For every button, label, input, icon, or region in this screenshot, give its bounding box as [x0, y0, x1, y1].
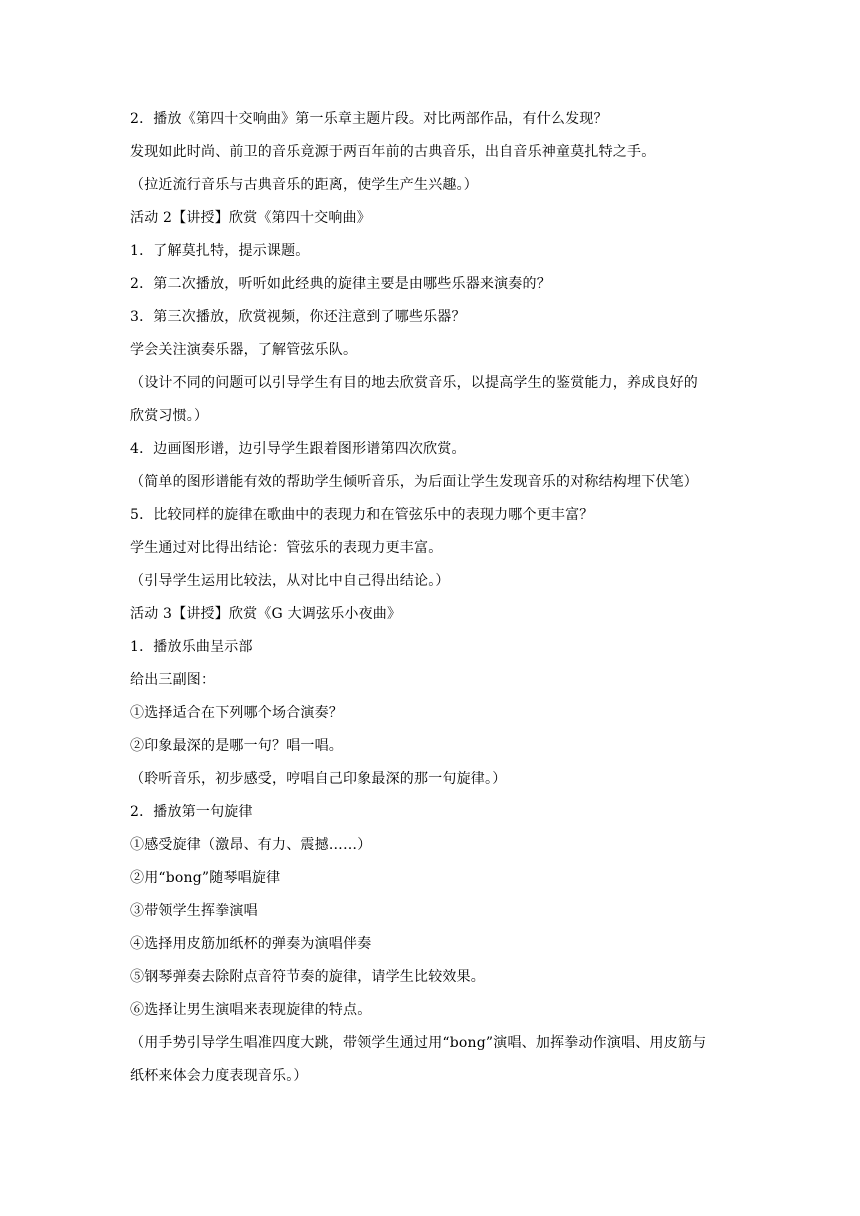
- text-line: 学生通过对比得出结论：管弦乐的表现力更丰富。: [130, 540, 443, 556]
- text-line: 1．播放乐曲呈示部: [130, 639, 253, 655]
- text-line: 2．播放第一句旋律: [130, 804, 253, 820]
- text-line: （拉近流行音乐与古典音乐的距离，使学生产生兴趣。）: [130, 177, 478, 193]
- text-line: ②用“bong”随琴唱旋律: [130, 870, 281, 886]
- text-line: ⑤钢琴弹奏去除附点音符节奏的旋律，请学生比较效果。: [130, 969, 485, 985]
- text-line: 欣赏习惯。）: [130, 408, 209, 424]
- text-line: 1．了解莫扎特，提示课题。: [130, 243, 310, 259]
- text-line: ④选择用皮筋加纸杯的弹奏为演唱伴奏: [130, 936, 372, 952]
- text-line: 学会关注演奏乐器，了解管弦乐队。: [130, 342, 358, 358]
- text-line: 2．播放《第四十交响曲》第一乐章主题片段。对比两部作品，有什么发现？: [130, 111, 608, 127]
- text-line: （聆听音乐，初步感受，哼唱自己印象最深的那一句旋律。）: [130, 771, 507, 787]
- section-heading: 活动 2【讲授】欣赏《第四十交响曲》: [130, 210, 371, 226]
- text-line: ①选择适合在下列哪个场合演奏？: [130, 705, 343, 721]
- text-line: ②印象最深的是哪一句？唱一唱。: [130, 738, 343, 754]
- section-heading: 活动 3【讲授】欣赏《G 大调弦乐小夜曲》: [130, 606, 402, 622]
- text-line: ①感受旋律（激昂、有力、震撼……）: [130, 837, 372, 853]
- text-line: （设计不同的问题可以引导学生有目的地去欣赏音乐，以提高学生的鉴赏能力，养成良好的: [130, 375, 698, 391]
- text-line: ③带领学生挥拳演唱: [130, 903, 258, 919]
- text-line: ⑥选择让男生演唱来表现旋律的特点。: [130, 1002, 372, 1018]
- document-body: [130, 109, 740, 1099]
- text-line: 5．比较同样的旋律在歌曲中的表现力和在管弦乐中的表现力哪个更丰富？: [130, 507, 594, 523]
- text-line: （简单的图形谱能有效的帮助学生倾听音乐，为后面让学生发现音乐的对称结构埋下伏笔）: [130, 474, 698, 490]
- text-line: 给出三副图：: [130, 672, 216, 688]
- text-line: （引导学生运用比较法，从对比中自己得出结论。）: [130, 573, 450, 589]
- text-line: 发现如此时尚、前卫的音乐竟源于两百年前的古典音乐，出自音乐神童莫扎特之手。: [130, 144, 656, 160]
- text-line: 4．边画图形谱，边引导学生跟着图形谱第四次欣赏。: [130, 441, 466, 457]
- text-line: （用手势引导学生唱准四度大跳，带领学生通过用“bong”演唱、加挥拳动作演唱、用皮筋与: [130, 1035, 707, 1051]
- text-line: 2．第二次播放，听听如此经典的旋律主要是由哪些乐器来演奏的？: [130, 276, 551, 292]
- text-line: 纸杯来体会力度表现音乐。）: [130, 1068, 308, 1084]
- text-line: 3．第三次播放，欣赏视频，你还注意到了哪些乐器？: [130, 309, 466, 325]
